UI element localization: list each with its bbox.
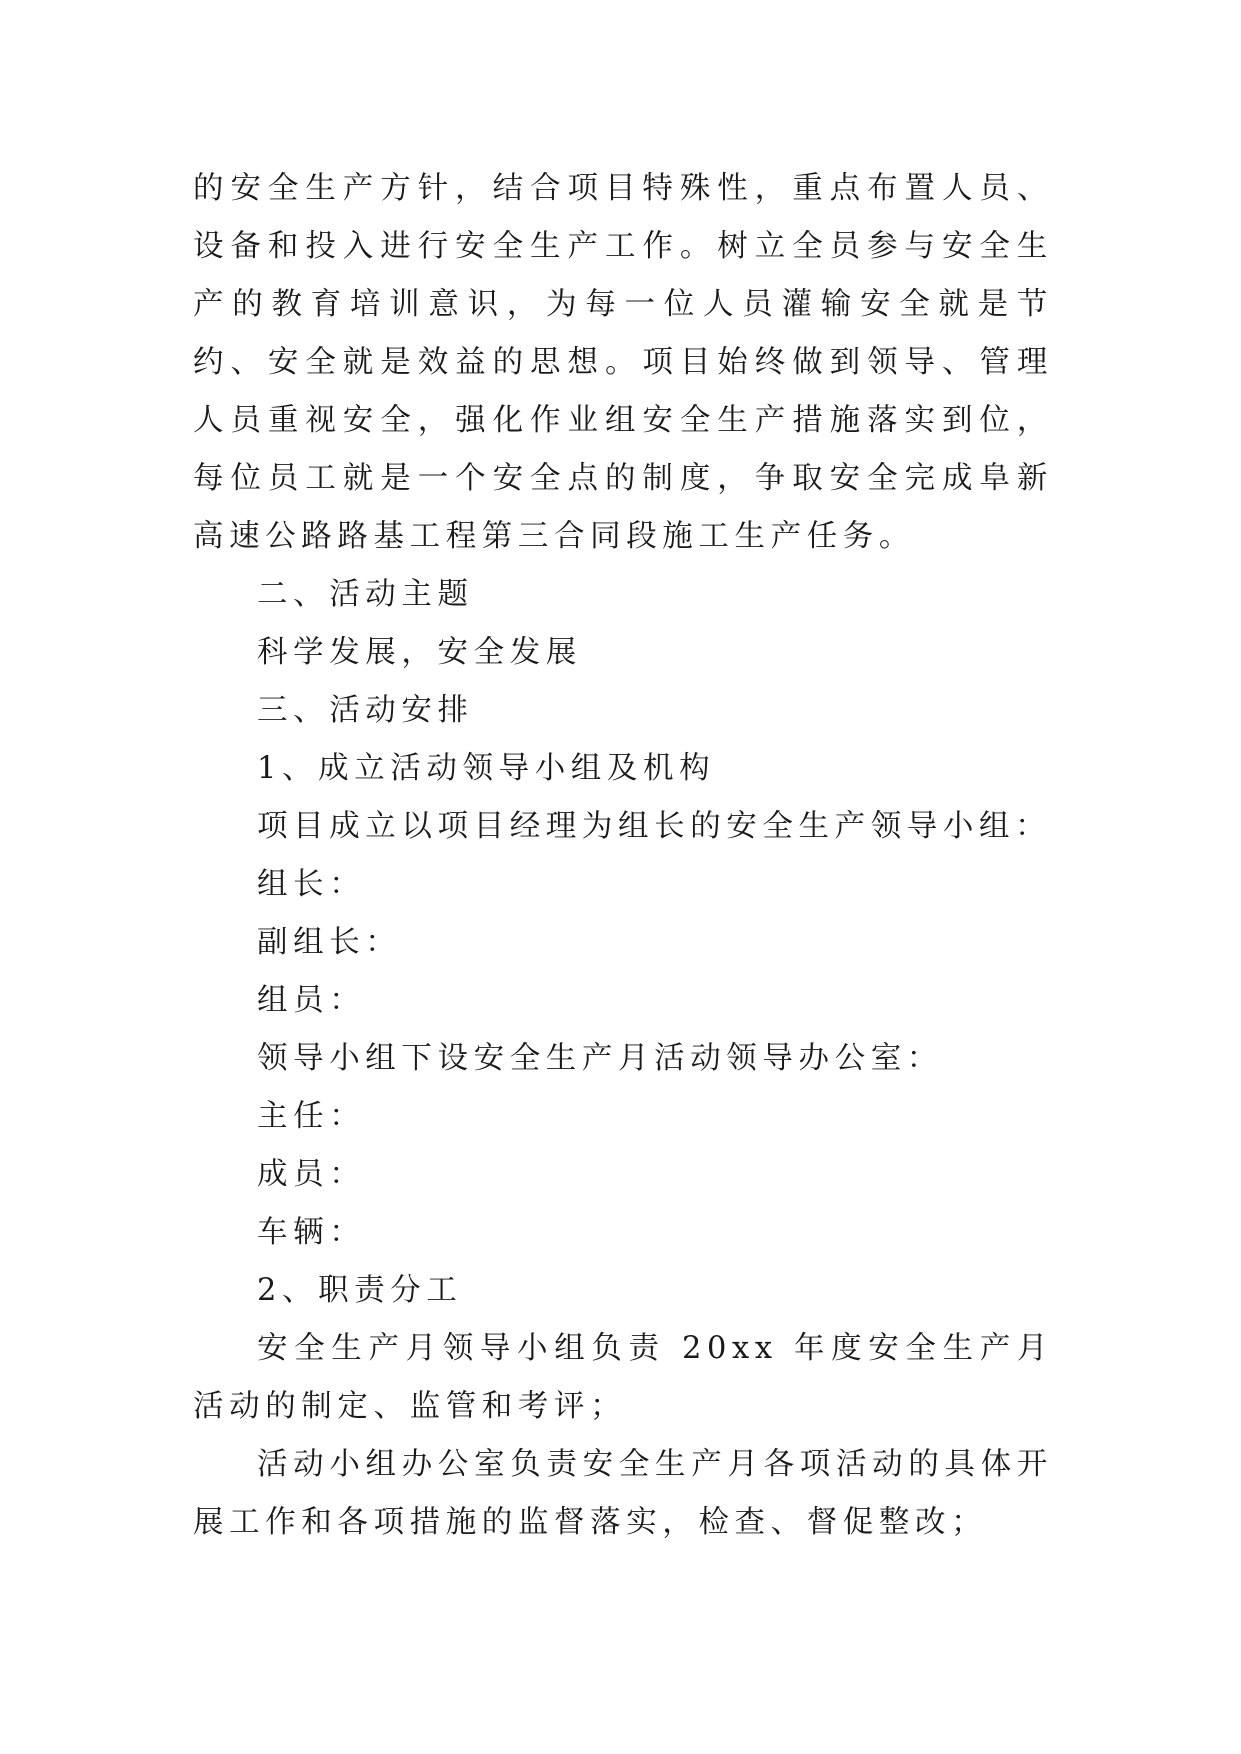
field-deputy-leader: 副组长： xyxy=(257,925,402,960)
paragraph-theme-slogan: 科学发展，安全发展 xyxy=(257,635,582,670)
subheading-leadership-group: 1、成立活动领导小组及机构 xyxy=(257,751,716,786)
field-office-members: 成员： xyxy=(257,1157,366,1192)
field-group-members: 组员： xyxy=(257,983,366,1018)
document-body xyxy=(193,160,1053,1552)
paragraph-office-duty: 活动小组办公室负责安全生产月各项活动的具体开展工作和各项措施的监督落实，检查、督促整改； xyxy=(193,1447,1053,1540)
paragraph-office-setup: 领导小组下设安全生产月活动领导办公室： xyxy=(257,1041,943,1076)
field-group-leader: 组长： xyxy=(257,867,366,902)
paragraph-group-setup: 项目成立以项目经理为组长的安全生产领导小组： xyxy=(257,809,1052,844)
heading-activity-theme: 二、活动主题 xyxy=(257,577,474,612)
heading-activity-arrangement: 三、活动安排 xyxy=(257,693,474,728)
paragraph-leadership-duty: 安全生产月领导小组负责 20xx 年度安全生产月活动的制定、监管和考评； xyxy=(193,1331,1053,1424)
field-director: 主任： xyxy=(257,1099,366,1134)
paragraph-intro: 的安全生产方针，结合项目特殊性，重点布置人员、设备和投入进行安全生产工作。树立全员参与安全生产的教育培训意识，为每一位人员灌输安全就是节约、安全就是效益的思想。项目始终做到领导、管理人员重视安全，强化作业组安全生产措施落实到位，每位员工就是一个安全点的制度，争取安全完成阜新高速公路路基工程第三合同段施工生产任务。 xyxy=(193,171,1053,554)
field-vehicles: 车辆： xyxy=(257,1215,366,1250)
subheading-responsibilities: 2、职责分工 xyxy=(257,1273,463,1308)
